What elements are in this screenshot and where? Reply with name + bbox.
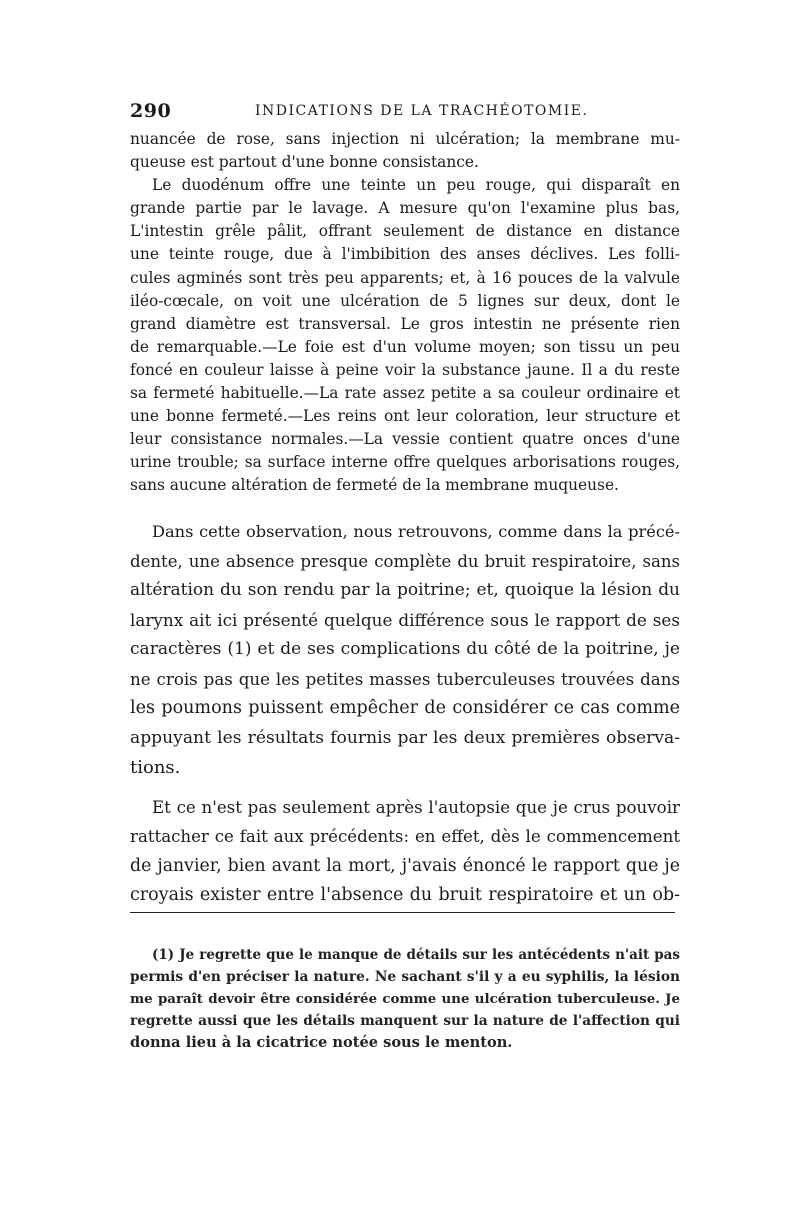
- text-line: L'intestin grêle pâlit, offrant seulement de distance en distance: [130, 222, 680, 241]
- text-line: caractères (1) et de ses complications du côté de la poitrine, je: [130, 639, 680, 659]
- observation-notes: [130, 128, 680, 498]
- page-header: [130, 100, 680, 124]
- footnote-line: donna lieu à la cicatrice notée sous le menton.: [130, 1034, 513, 1051]
- text-line: une bonne fermeté.—Les reins ont leur coloration, leur structure et: [130, 407, 680, 426]
- footnote-divider: [130, 912, 675, 913]
- text-line: urine trouble; sa surface interne offre quelques arborisations rouges,: [130, 453, 680, 472]
- footnote-line: permis d'en préciser la nature. Ne sachant s'il y a eu syphilis, la lésion: [130, 969, 680, 985]
- text-line: de janvier, bien avant la mort, j'avais énoncé le rapport que je: [130, 855, 680, 876]
- text-line: larynx ait ici présenté quelque différence sous le rapport de ses: [130, 609, 680, 630]
- text-line: une teinte rouge, due à l'imbibition des anses déclives. Les folli-: [130, 245, 680, 264]
- text-line: appuyant les résultats fournis par les deux premières observa-: [130, 727, 680, 748]
- footnote-line: (1) Je regrette que le manque de détails sur les antécédents n'ait pas: [152, 947, 680, 963]
- text-line: Le duodénum offre une teinte un peu rouge, qui disparaît en: [152, 176, 680, 195]
- page-number: 290: [130, 100, 172, 122]
- text-line: Dans cette observation, nous retrouvons, comme dans la précé-: [152, 522, 680, 541]
- text-line: leur consistance normales.—La vessie contient quatre onces d'une: [130, 430, 680, 449]
- text-line: rattacher ce fait aux précédents: en effet, dès le commencement: [130, 827, 680, 846]
- footnote-line: regrette aussi que les détails manquent sur la nature de l'affection qui: [130, 1013, 680, 1029]
- text-line: grand diamètre est transversal. Le gros intestin ne présente rien: [130, 314, 680, 333]
- text-line: ne crois pas que les petites masses tuberculeuses trouvées dans: [130, 669, 680, 689]
- text-line: dente, une absence presque complète du bruit respiratoire, sans: [130, 551, 680, 571]
- text-line: iléo-cœcale, on voit une ulcération de 5 lignes sur deux, dont le: [130, 291, 680, 310]
- text-line: nuancée de rose, sans injection ni ulcération; la membrane mu-: [130, 130, 680, 148]
- text-line: sa fermeté habituelle.—La rate assez petite a sa couleur ordinaire et: [130, 384, 680, 403]
- text-line: Et ce n'est pas seulement après l'autopsie que je crus pouvoir: [152, 797, 680, 817]
- text-line: cules agminés sont très peu apparents; et, à 16 pouces de la valvule: [130, 268, 680, 287]
- commentary: [130, 517, 680, 911]
- text-line: tions.: [130, 757, 181, 778]
- text-line: croyais exister entre l'absence du bruit respiratoire et un ob-: [130, 885, 680, 905]
- text-line: foncé en couleur laisse à peine voir la substance jaune. Il a du reste: [130, 360, 680, 379]
- text-line: grande partie par le lavage. A mesure qu'on l'examine plus bas,: [130, 199, 680, 218]
- paragraph-1: [130, 517, 680, 783]
- running-title: INDICATIONS DE LA TRACHÉOTOMIE.: [255, 103, 589, 119]
- text-line: les poumons puissent empêcher de considérer ce cas comme: [130, 698, 680, 718]
- footnote-line: me paraît devoir être considérée comme une ulcération tuberculeuse. Je: [130, 991, 680, 1007]
- text-line: de remarquable.—Le foie est d'un volume moyen; son tissu un peu: [130, 337, 680, 356]
- text-line: sans aucune altération de fermeté de la membrane muqueuse.: [130, 476, 619, 495]
- paragraph-2: [130, 793, 680, 911]
- text-line: altération du son rendu par la poitrine; et, quoique la lésion du: [130, 580, 680, 600]
- footnote: [130, 944, 680, 1054]
- text-line: queuse est partout d'une bonne consistance.: [130, 153, 479, 172]
